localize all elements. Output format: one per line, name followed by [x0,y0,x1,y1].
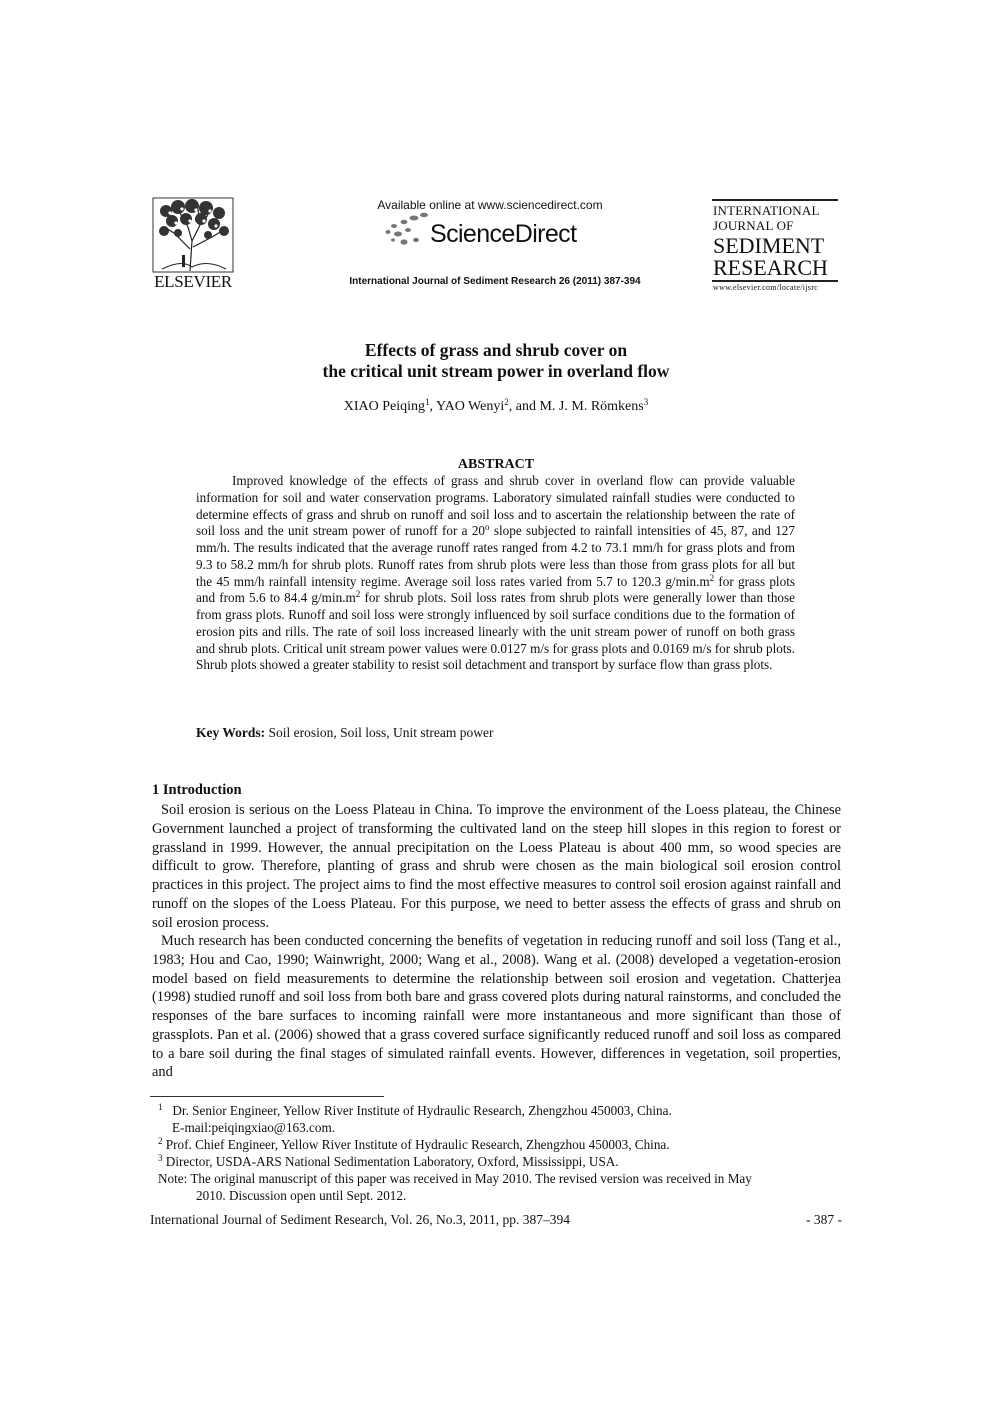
abstract-text-part: Improved knowledge of the effects of grass and shrub cover in overland flow can provide valuable information for soil and water conservation programs. Laboratory simulated rainfall studies were conducted to determine effects of grass and shrub on runoff and soil loss and to ascertain the relationship between the rate of soil loss and the unit stream power of runoff for a 20 [196,473,795,539]
footnote-1 [152,1102,842,1136]
author-affiliation-mark: 1 [425,397,430,407]
footnote-mark: 3 [158,1153,163,1163]
journal-logo-bottom-rule [712,280,838,282]
journal-logo [712,199,840,297]
journal-logo-top-rule [712,199,838,201]
abstract-text-part: slope subjected to rainfall intensities of 45, 87, and 127 mm/h. The results indicated that the average runoff rates ranged from 4.2 to 73.1 mm/h for grass plots and from 9.3 to 58.2 mm/h for shrub plots. Runoff rates from shrub plots were less than those from grass plots for all but the 45 mm/h rainfall intensity regime. Average soil loss rates varied from 5.7 to 120.3 g/min.m [196,523,795,589]
journal-logo-line2: JOURNAL OF [713,218,794,233]
author-list [196,399,796,415]
journal-reference: International Journal of Sediment Research 26 (2011) 387-394 [349,276,641,287]
note-line: Note: The original manuscript of this paper was received in May 2010. The revised version was received in May [158,1171,752,1186]
abstract-text [196,473,795,674]
superscript: 2 [709,572,715,583]
sciencedirect-dots-icon [384,212,430,248]
footnote-text: Dr. Senior Engineer, Yellow River Institute of Hydraulic Research, Zhengzhou 450003, China. [172,1103,672,1118]
keywords-list: Soil erosion, Soil loss, Unit stream power [265,725,494,740]
body-paragraph: Much research has been conducted concerning the benefits of vegetation in reducing runoff and soil loss (Tang et al., 1983; Hou and Cao, 1990; Wainwright, 2000; Wang et al., 2008). Wang et al. (2008) developed a vegetation-erosion model based on field measurements to determine the relationship between soil erosion and vegetation. Chatterjea (1998) studied runoff and soil loss from both bare and grass covered plots during natural rainstorms, and concluded the responses of the bare surfaces to incoming rainfall were more instantaneous and more significant than those of grassplots. Pan et al. (2006) showed that a grass covered surface significantly reduced runoff and soil loss as compared to a bare soil during the final stages of simulated rainfall events. However, differences in vegetation, soil properties, and [152,933,841,1081]
section-heading-introduction: 1 Introduction [152,782,242,798]
author-separator: , [429,399,437,414]
abstract-text-part: for grass plots and from 5.6 to 84.4 g/min.m [196,573,795,606]
keywords-label: Key Words: [196,725,266,740]
journal-logo-line4: RESEARCH [713,255,828,280]
footnote-text: Director, USDA-ARS National Sedimentation Laboratory, Oxford, Mississippi, USA. [165,1154,619,1169]
journal-logo-line3: SEDIMENT [713,233,825,258]
elsevier-logo [150,197,236,291]
elsevier-wordmark: ELSEVIER [154,272,232,291]
footnote-mark: 1 [158,1102,163,1112]
degree-mark: o [485,522,490,533]
footnote-email: E-mail:peiqingxiao@163.com. [172,1120,336,1135]
footnote-2 [152,1136,842,1153]
paper-title [196,340,796,382]
page-number: - 387 - [806,1212,842,1227]
footnote-divider [150,1096,384,1097]
body-paragraph: Soil erosion is serious on the Loess Plateau in China. To improve the environment of the Loess plateau, the Chinese Government launched a project of transforming the cultivated land on the steep hill slopes in this region to forest or grassland in 1999. However, the annual precipitation on the Loess Plateau is about 400 mm, so wood species are difficult to grow. Therefore, planting of grass and shrub were chosen as the main biological soil erosion control practices in this project. The project aims to find the most effective measures to control soil erosion against rainfall and runoff on the slopes of the Loess Plateau. For this purpose, we need to better assess the effects of grass and shrub on soil erosion process. [152,802,841,931]
sciencedirect-wordmark: ScienceDirect [430,220,577,248]
author-name: XIAO Peiqing [343,399,426,414]
footnote-mark: 2 [158,1136,163,1146]
paper-title-line1: Effects of grass and shrub cover on [364,340,628,360]
footnote-3 [152,1153,842,1170]
superscript: 2 [355,589,361,600]
footnote-note [152,1170,842,1204]
keywords [196,725,796,741]
elsevier-tree-icon [152,197,234,273]
journal-logo-url: www.elsevier.com/locate/ijsrc [713,283,819,292]
footnote-text: Prof. Chief Engineer, Yellow River Institute of Hydraulic Research, Zhengzhou 450003, China. [165,1137,670,1152]
sciencedirect-logo [384,212,594,252]
author-affiliation-mark: 3 [643,397,649,407]
author-separator: , and [508,399,540,414]
paper-title-line2: the critical unit stream power in overland flow [322,361,670,381]
author-affiliation-mark: 2 [504,397,509,407]
abstract-heading: ABSTRACT [457,457,535,472]
author-name: YAO Wenyi [436,399,505,414]
footer-journal-citation: International Journal of Sediment Research, Vol. 26, No.3, 2011, pp. 387–394 [150,1212,571,1227]
available-online-text: Available online at www.sciencedirect.com [377,198,603,212]
journal-logo-line1: INTERNATIONAL [713,203,820,218]
note-line: 2010. Discussion open until Sept. 2012. [196,1188,407,1203]
author-name: M. J. M. Römkens [539,399,644,414]
abstract-text-part: for shrub plots. Soil loss rates from shrub plots were generally lower than those from grass plots. Runoff and soil loss were strongly influenced by soil surface conditions due to the formation of erosion pits and rills. The rate of soil loss increased linearly with the unit stream power of runoff on both grass and shrub plots. Critical unit stream power values were 0.0127 m/s for grass plots and 0.0169 m/s for shrub plots. Shrub plots showed a greater stability to resist soil detachment and transport by surface flow than grass plots. [196,590,796,673]
